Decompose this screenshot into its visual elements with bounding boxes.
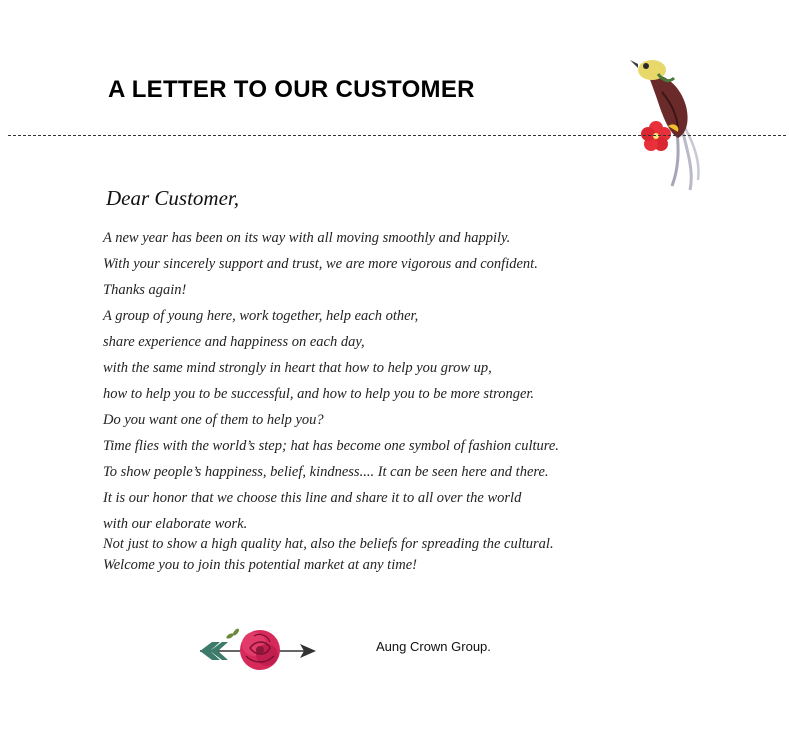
- letter-line: Thanks again!: [103, 282, 187, 298]
- letter-line: A new year has been on its way with all moving smoothly and happily.: [103, 230, 511, 246]
- letter-line: how to help you to be successful, and how to help you to be more stronger.: [103, 386, 535, 402]
- letter-line: A group of young here, work together, help each other,: [103, 308, 419, 324]
- dashed-divider: [8, 135, 786, 136]
- rose-arrow-icon: [196, 620, 318, 680]
- letter-line: with our elaborate work.: [103, 516, 248, 532]
- letter-line: Welcome you to join this potential market at any time!: [103, 557, 417, 573]
- page-title: A LETTER TO OUR CUSTOMER: [108, 76, 475, 103]
- signature: Aung Crown Group.: [376, 639, 491, 654]
- letter-line: It is our honor that we choose this line and share it to all over the world: [103, 490, 522, 506]
- letter-line: share experience and happiness on each day,: [103, 334, 365, 350]
- letter-line: Do you want one of them to help you?: [103, 412, 324, 428]
- letter-greeting: Dear Customer,: [106, 186, 240, 210]
- letter-line: To show people’s happiness, belief, kindness.... It can be seen here and there.: [103, 464, 549, 480]
- bird-of-paradise-icon: [628, 52, 708, 192]
- letter-line: Not just to show a high quality hat, also the beliefs for spreading the cultural.: [103, 536, 554, 552]
- letter-line: With your sincerely support and trust, we are more vigorous and confident.: [103, 256, 538, 272]
- letter-line: with the same mind strongly in heart that how to help you grow up,: [103, 360, 492, 376]
- letter-line: Time flies with the world’s step; hat has become one symbol of fashion culture.: [103, 438, 559, 454]
